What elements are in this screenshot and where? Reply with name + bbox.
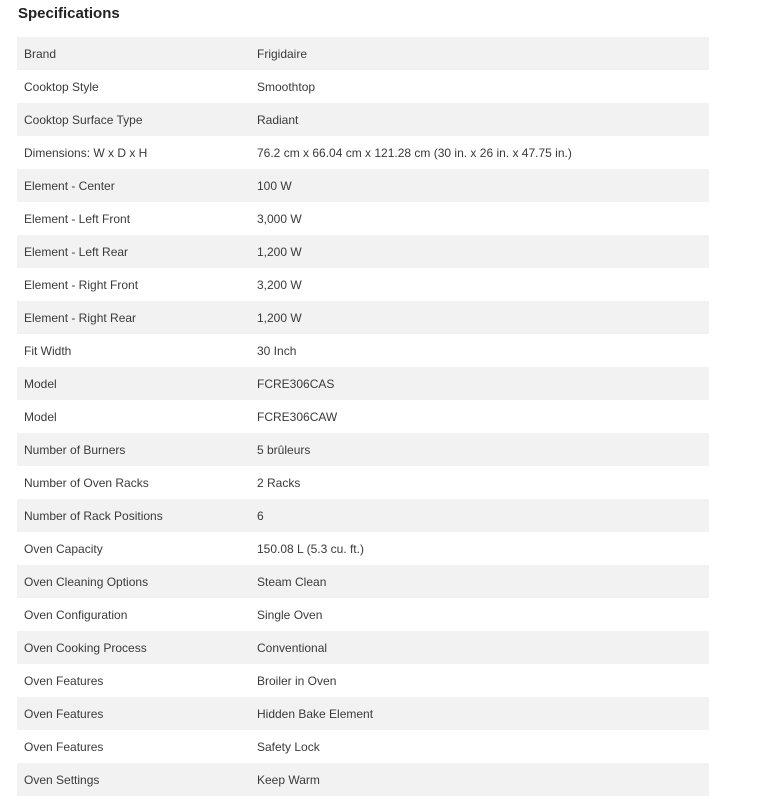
spec-value: Hidden Bake Element — [250, 697, 709, 730]
spec-value: 1,200 W — [250, 301, 709, 334]
spec-value: 76.2 cm x 66.04 cm x 121.28 cm (30 in. x 26 in. x 47.75 in.) — [250, 136, 709, 169]
table-row — [17, 466, 709, 499]
table-row — [17, 631, 709, 664]
table-row — [17, 664, 709, 697]
spec-value: Radiant — [250, 103, 709, 136]
spec-value: 3,000 W — [250, 202, 709, 235]
spec-label: Model — [17, 367, 250, 400]
spec-value: FCRE306CAS — [250, 367, 709, 400]
spec-value: Smoothtop — [250, 70, 709, 103]
spec-label: Oven Cleaning Options — [17, 565, 250, 598]
spec-label: Number of Rack Positions — [17, 499, 250, 532]
table-row — [17, 235, 709, 268]
table-row — [17, 334, 709, 367]
spec-value: 6 — [250, 499, 709, 532]
spec-label: Cooktop Surface Type — [17, 103, 250, 136]
table-row — [17, 400, 709, 433]
spec-value: Single Oven — [250, 598, 709, 631]
spec-label: Oven Configuration — [17, 598, 250, 631]
specifications-heading: Specifications — [18, 5, 120, 22]
table-row — [17, 763, 709, 796]
spec-label: Cooktop Style — [17, 70, 250, 103]
spec-value: 5 brûleurs — [250, 433, 709, 466]
table-row — [17, 598, 709, 631]
spec-label: Dimensions: W x D x H — [17, 136, 250, 169]
spec-label: Oven Cooking Process — [17, 631, 250, 664]
spec-value: 150.08 L (5.3 cu. ft.) — [250, 532, 709, 565]
table-row — [17, 169, 709, 202]
table-row — [17, 103, 709, 136]
table-row — [17, 433, 709, 466]
spec-label: Element - Left Front — [17, 202, 250, 235]
spec-label: Number of Oven Racks — [17, 466, 250, 499]
spec-value: 2 Racks — [250, 466, 709, 499]
spec-label: Element - Right Rear — [17, 301, 250, 334]
spec-label: Element - Left Rear — [17, 235, 250, 268]
spec-value: Frigidaire — [250, 37, 709, 70]
table-row — [17, 697, 709, 730]
spec-label: Model — [17, 400, 250, 433]
spec-label: Oven Features — [17, 664, 250, 697]
spec-label: Oven Capacity — [17, 532, 250, 565]
spec-value: Conventional — [250, 631, 709, 664]
spec-value: Keep Warm — [250, 763, 709, 796]
table-row — [17, 37, 709, 70]
spec-value: Safety Lock — [250, 730, 709, 763]
spec-label: Fit Width — [17, 334, 250, 367]
spec-label: Oven Features — [17, 697, 250, 730]
spec-value: 30 Inch — [250, 334, 709, 367]
spec-value: 3,200 W — [250, 268, 709, 301]
table-row — [17, 499, 709, 532]
spec-value: 100 W — [250, 169, 709, 202]
spec-label: Number of Burners — [17, 433, 250, 466]
spec-label: Element - Right Front — [17, 268, 250, 301]
spec-label: Oven Features — [17, 730, 250, 763]
table-row — [17, 730, 709, 763]
spec-value: Broiler in Oven — [250, 664, 709, 697]
table-row — [17, 70, 709, 103]
spec-label: Brand — [17, 37, 250, 70]
spec-label: Oven Settings — [17, 763, 250, 796]
table-row — [17, 532, 709, 565]
specifications-table — [17, 37, 709, 796]
table-row — [17, 367, 709, 400]
spec-value: 1,200 W — [250, 235, 709, 268]
table-row — [17, 268, 709, 301]
table-row — [17, 136, 709, 169]
table-row — [17, 565, 709, 598]
spec-value: Steam Clean — [250, 565, 709, 598]
spec-value: FCRE306CAW — [250, 400, 709, 433]
table-row — [17, 301, 709, 334]
table-row — [17, 202, 709, 235]
spec-label: Element - Center — [17, 169, 250, 202]
